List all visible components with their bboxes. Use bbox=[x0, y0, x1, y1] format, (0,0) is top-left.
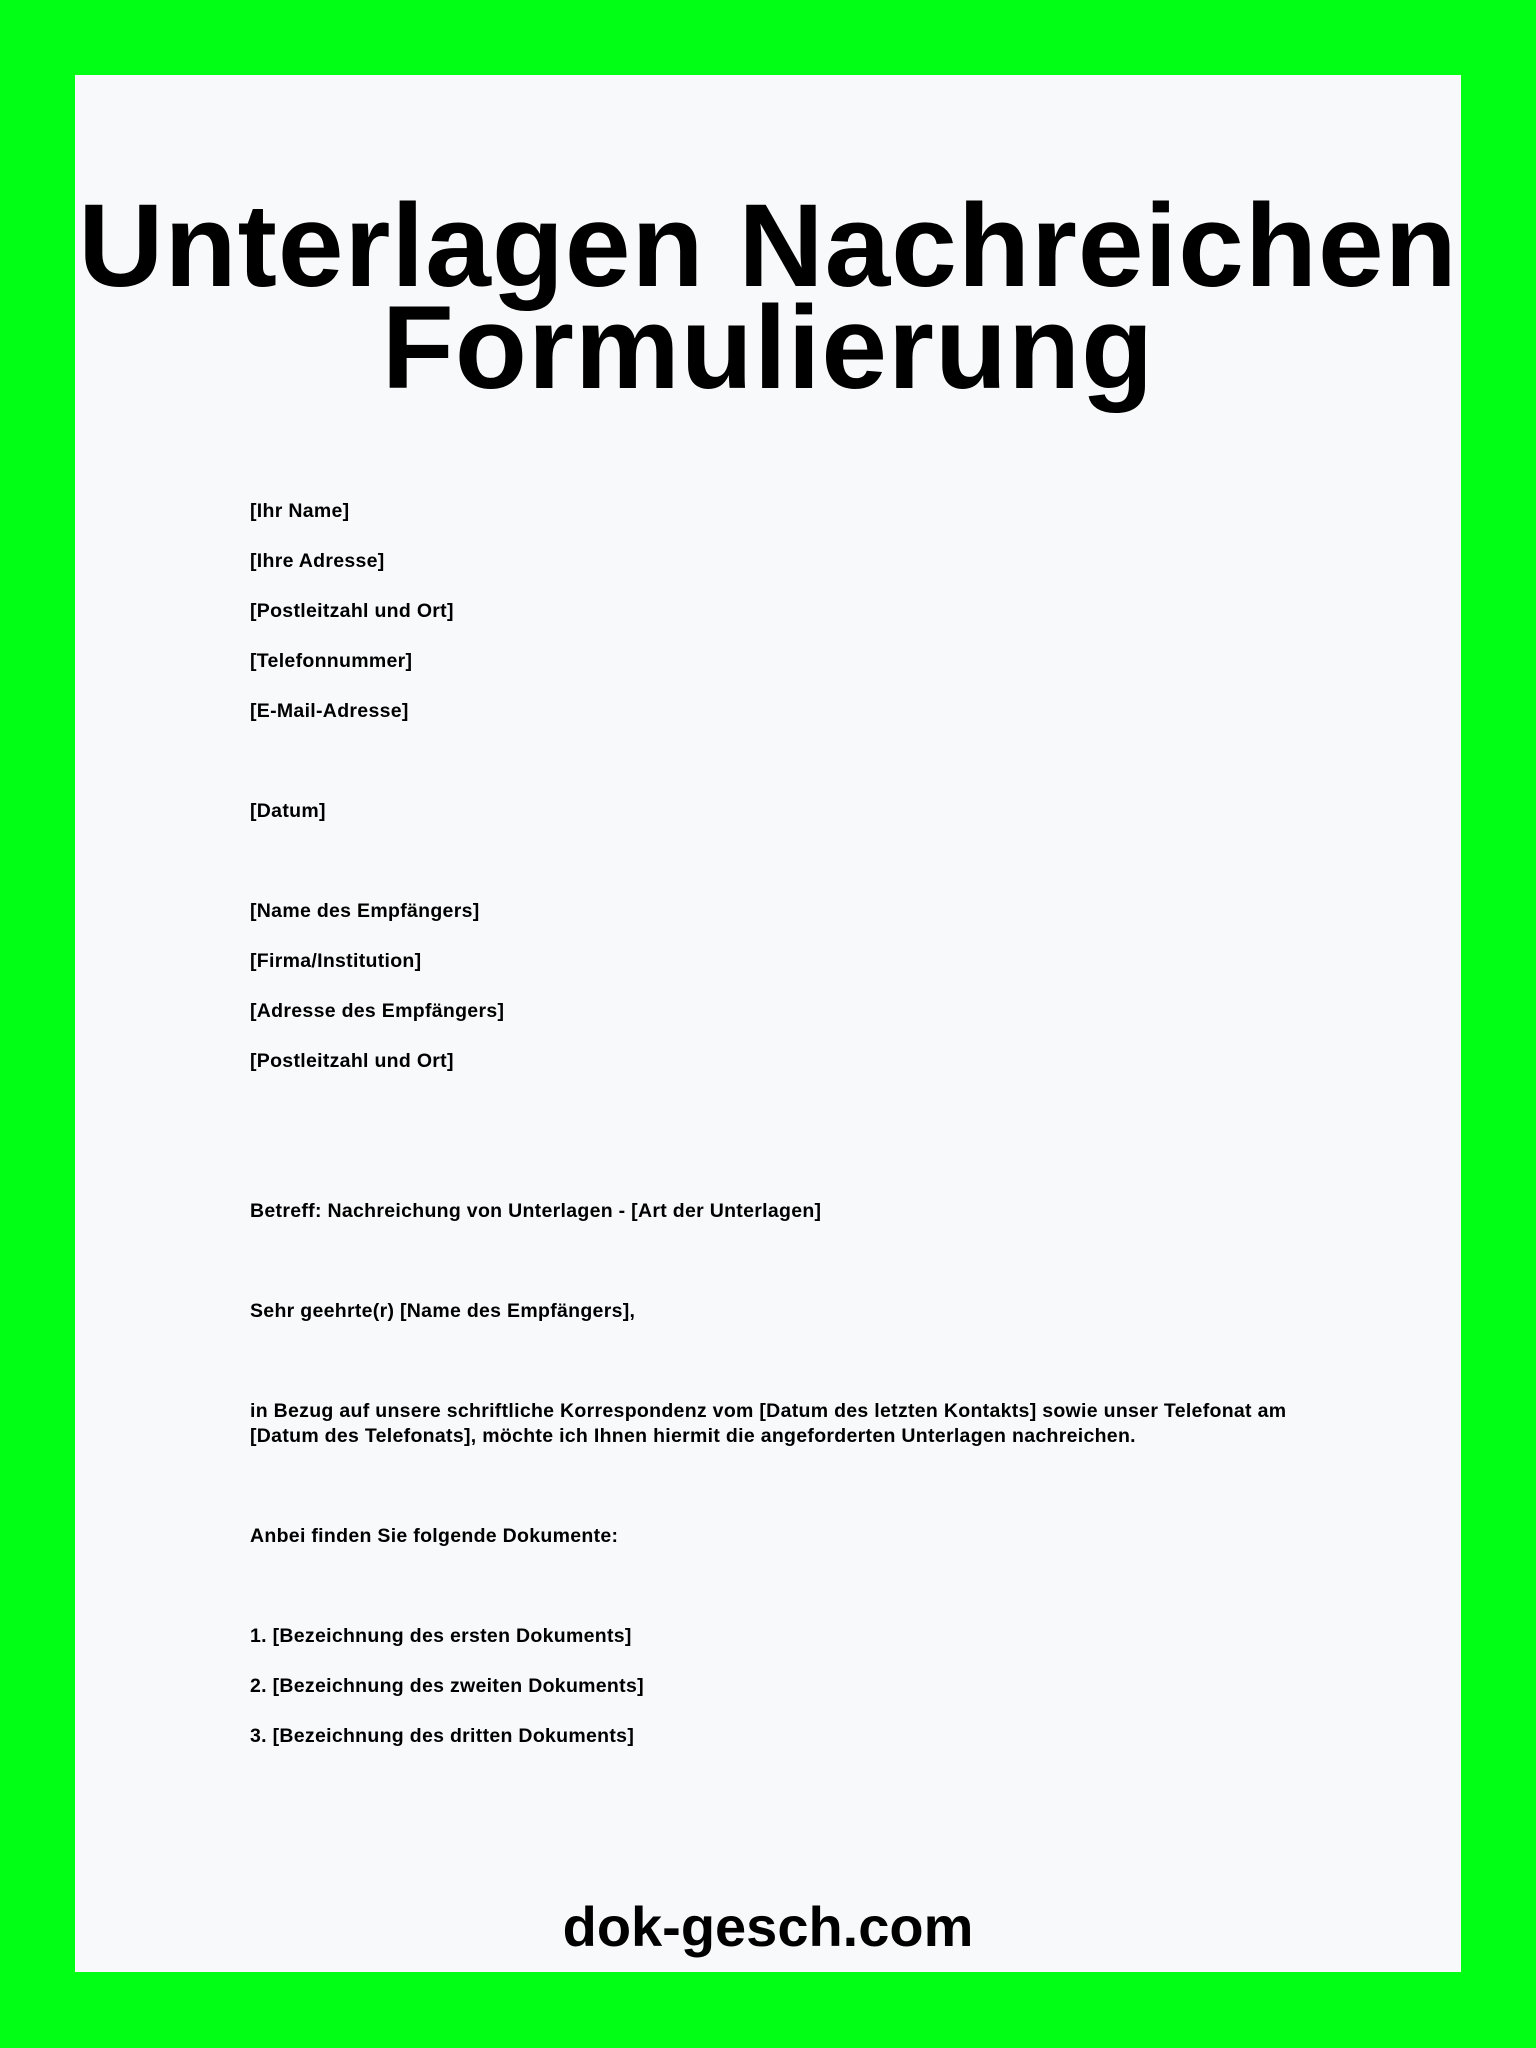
sender-postal-city: [Postleitzahl und Ort] bbox=[250, 600, 454, 622]
title-line-1: Unterlagen Nachreichen bbox=[78, 180, 1458, 312]
sender-email: [E-Mail-Adresse] bbox=[250, 700, 409, 722]
document-page bbox=[75, 75, 1461, 1972]
footer-domain: dok-gesch.com bbox=[562, 1895, 974, 1958]
title-line-2: Formulierung bbox=[381, 282, 1155, 414]
letter-date: [Datum] bbox=[250, 800, 326, 822]
document-list-item: 2. [Bezeichnung des zweiten Dokuments] bbox=[250, 1675, 644, 1697]
body-paragraph: in Bezug auf unsere schriftliche Korrespondenz vom [Datum des letzten Kontakts] sowie unser Telefonat am [Datum des Telefonats], möchte ich Ihnen hiermit die angeforderten Unterlagen nachreichen. bbox=[250, 1400, 1287, 1447]
recipient-postal-city: [Postleitzahl und Ort] bbox=[250, 1050, 454, 1072]
sender-address: [Ihre Adresse] bbox=[250, 550, 385, 572]
sender-phone: [Telefonnummer] bbox=[250, 650, 413, 672]
sender-name: [Ihr Name] bbox=[250, 500, 350, 522]
recipient-address: [Adresse des Empfängers] bbox=[250, 1000, 505, 1022]
recipient-company: [Firma/Institution] bbox=[250, 950, 422, 972]
documents-intro: Anbei finden Sie folgende Dokumente: bbox=[250, 1525, 619, 1547]
recipient-name: [Name des Empfängers] bbox=[250, 900, 480, 922]
salutation: Sehr geehrte(r) [Name des Empfängers], bbox=[250, 1300, 636, 1322]
document-title bbox=[75, 180, 1461, 414]
document-list-item: 3. [Bezeichnung des dritten Dokuments] bbox=[250, 1725, 635, 1747]
subject-line: Betreff: Nachreichung von Unterlagen - [Art der Unterlagen] bbox=[250, 1200, 822, 1222]
document-list-item: 1. [Bezeichnung des ersten Dokuments] bbox=[250, 1625, 632, 1647]
